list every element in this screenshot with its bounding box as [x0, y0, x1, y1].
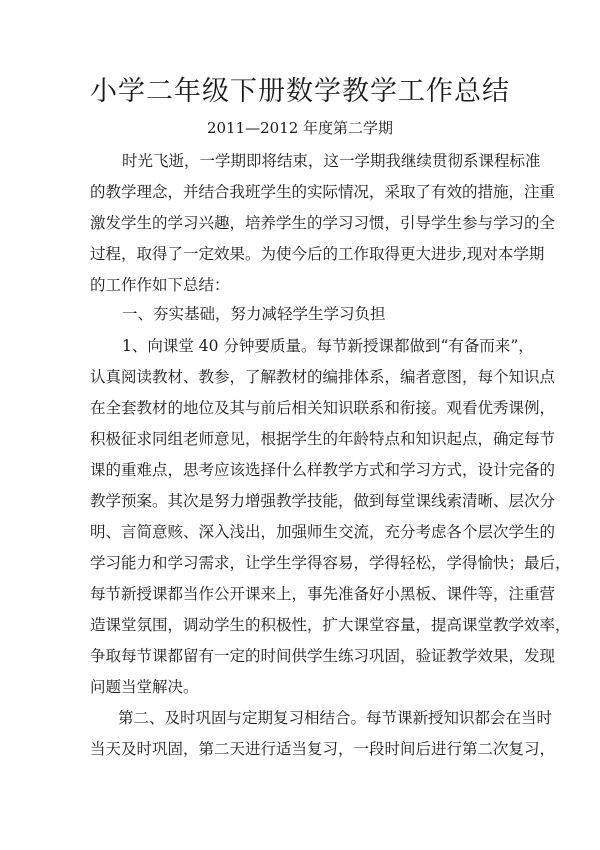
section-heading: 一、夯实基础，努力减轻学生学习负担 [122, 305, 386, 323]
paragraph-line: 激发学生的学习兴趣，培养学生的学习习惯，引导学生参与学习的全 [90, 214, 556, 232]
paragraph-line: 的工作作如下总结： [90, 276, 230, 294]
paragraph-line: 过程，取得了一定效果。为使今后的工作取得更大进步,现对本学期 [90, 245, 545, 263]
paragraph-line: 当天及时巩固，第二天进行适当复习，一段时间后进行第二次复习， [90, 740, 556, 758]
paragraph-line: 认真阅读教材、教参，了解教材的编排体系，编者意图，每个知识点 [90, 368, 556, 386]
paragraph-line: 积极征求同组老师意见，根据学生的年龄特点和知识起点，确定每节 [90, 430, 556, 448]
paragraph-line: 教学预案。其次是努力增强教学技能，做到每堂课线索清晰、层次分 [90, 492, 556, 510]
paragraph-line: 学习能力和学习需求，让学生学得容易，学得轻松，学得愉快；最后， [90, 554, 571, 572]
paragraph-line: 造课堂氛围，调动学生的积极性，扩大课堂容量，提高课堂教学效率， [90, 616, 571, 634]
paragraph-line: 争取每节课都留有一定的时间供学生练习巩固，验证教学效果，发现 [90, 647, 556, 665]
paragraph-line: 明、言简意赅、深入浅出，加强师生交流，充分考虑各个层次学生的 [90, 523, 556, 541]
paragraph-line: 在全套教材的地位及其与前后相关知识联系和衔接。观看优秀课例， [90, 399, 556, 417]
document-title: 小学二年级下册数学教学工作总结 [90, 76, 510, 107]
paragraph-line: 每节新授课都当作公开课来上，事先准备好小黑板、课件等，注重营 [90, 585, 556, 603]
paragraph-line: 1、向课堂 40 分钟要质量。每节新授课都做到“有备而来”， [122, 337, 534, 355]
paragraph-line: 第二、及时巩固与定期复习相结合。每节课新授知识都会在当时 [118, 709, 553, 727]
paragraph-line: 问题当堂解决。 [90, 678, 199, 696]
paragraph-line: 的教学理念，并结合我班学生的实际情况，采取了有效的措施，注重 [90, 183, 556, 201]
paragraph-line: 时光飞逝，一学期即将结束，这一学期我继续贯彻系课程标准 [122, 152, 541, 170]
document-subtitle: 2011—2012 年度第二学期 [206, 119, 394, 137]
paragraph-line: 课的重难点，思考应该选择什么样教学方式和学习方式，设计完备的 [90, 461, 556, 479]
